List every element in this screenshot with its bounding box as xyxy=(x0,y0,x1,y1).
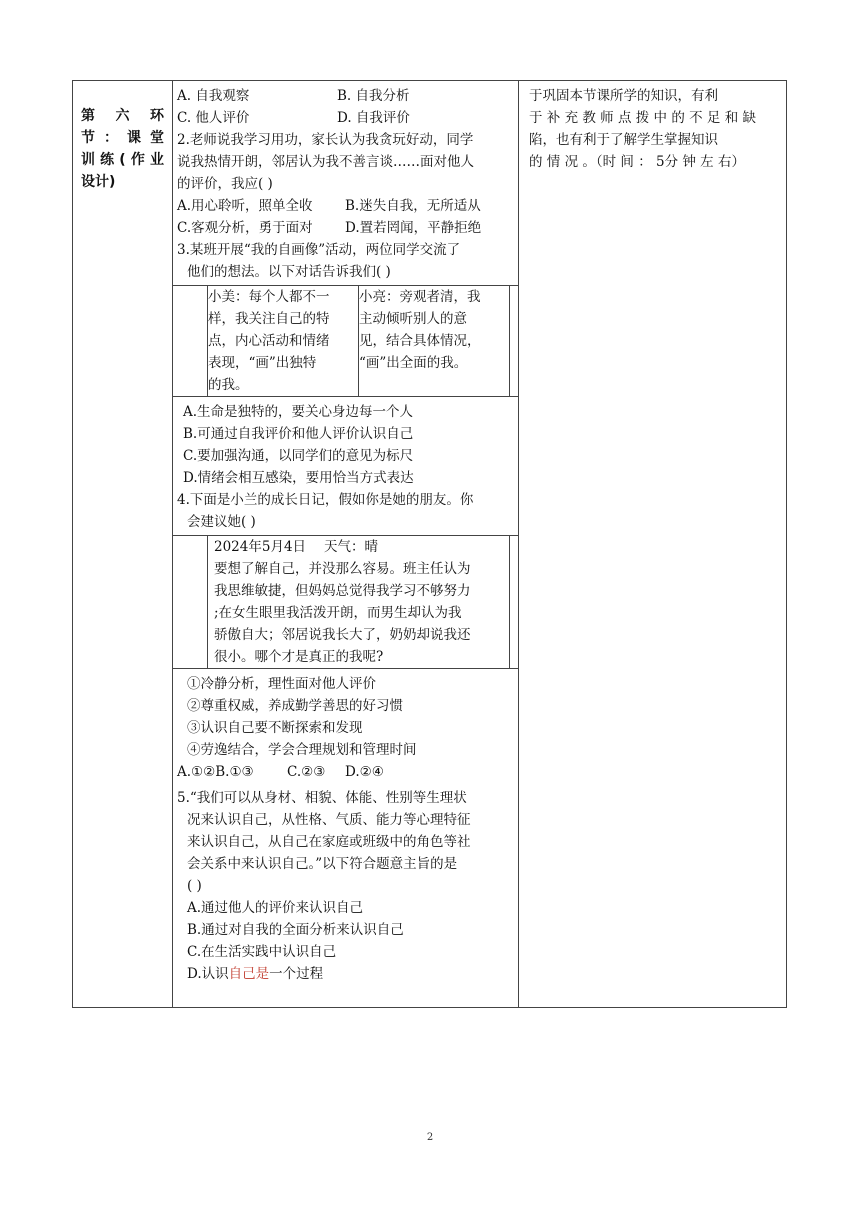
q1-option-b: B. 自我分析 xyxy=(337,88,410,104)
q3-dialogue-endcap xyxy=(510,286,519,397)
section-label-line: 训练(作业 xyxy=(81,152,164,168)
q4-diary-table xyxy=(173,535,518,669)
xiaomei-line: 样，我关注自己的特 xyxy=(208,311,330,327)
q5-option-d-prefix: D.认识 xyxy=(187,966,229,982)
section-label-cell xyxy=(73,81,173,1008)
q3-option: C.要加强沟通，以同学们的意见为标尺 xyxy=(183,448,414,464)
q2-stem-line: 2.老师说我学习用功，家长认为我贪玩好动，同学 xyxy=(177,132,474,148)
q4-item: ①冷静分析，理性面对他人评价 xyxy=(187,676,376,692)
q4-option-ab: A.①②B.①③ xyxy=(177,764,254,780)
design-intent-text xyxy=(519,81,786,173)
question-1-options xyxy=(173,81,518,129)
question-3 xyxy=(173,239,518,283)
page-number: 2 xyxy=(426,1132,434,1143)
q3-option: D.情绪会相互感染，要用恰当方式表达 xyxy=(183,470,414,486)
question-5 xyxy=(173,783,518,985)
design-intent-cell xyxy=(519,81,787,1008)
q5-stem-line: 会关系中来认识自己。”以下符合题意主旨的是 xyxy=(187,856,458,872)
diary-entry xyxy=(208,536,510,669)
exercise-content-cell xyxy=(173,81,519,1008)
q1-option-d: D. 自我评价 xyxy=(337,110,410,126)
question-2 xyxy=(173,129,518,239)
q4-option-d: D.②④ xyxy=(345,764,384,780)
q5-option: C.在生活实践中认识自己 xyxy=(187,944,337,960)
q5-option-d-highlight: 自己是 xyxy=(228,966,270,982)
q3-option: B.可通过自我评价和他人评价认识自己 xyxy=(183,426,414,442)
lesson-table xyxy=(72,80,787,1008)
xiaomei-line: 点，内心活动和情绪 xyxy=(208,333,330,349)
q2-option-c: C.客观分析，勇于面对 xyxy=(177,220,313,236)
q5-stem-line: ( ) xyxy=(187,878,202,894)
q1-option-c: C. 他人评价 xyxy=(177,110,250,126)
diary-line: ;在女生眼里我活泼开朗，而男生却认为我 xyxy=(214,605,462,621)
q3-stem-line: 3.某班开展“我的自画像”活动，两位同学交流了 xyxy=(177,242,461,258)
diary-line: 很小。哪个才是真正的我呢? xyxy=(214,649,384,665)
q3-stem-line: 他们的想法。以下对话告诉我们( ) xyxy=(187,264,391,280)
q4-item: ③认识自己要不断探索和发现 xyxy=(187,720,363,736)
q4-diary-endcap xyxy=(510,536,519,669)
xiaoliang-quote xyxy=(359,286,510,397)
xiaomei-line: 的我。 xyxy=(208,377,249,393)
q1-option-a: A. 自我观察 xyxy=(177,88,250,104)
q5-option: A.通过他人的评价来认识自己 xyxy=(187,900,364,916)
diary-line: 骄傲自大；邻居说我长大了，奶奶却说我还 xyxy=(214,627,471,643)
q3-dialogue-spacer xyxy=(173,286,208,397)
xiaoliang-line: “画”出全面的我。 xyxy=(359,355,468,371)
q2-stem-line: 说我热情开朗，邻居认为我不善言谈……面对他人 xyxy=(177,154,474,170)
section-label xyxy=(73,81,172,193)
diary-line: 要想了解自己，并没那么容易。班主任认为 xyxy=(214,561,471,577)
design-intent-line: 于巩固本节课所学的知识，有利 xyxy=(529,88,718,104)
q3-option: A.生命是独特的，要关心身边每一个人 xyxy=(183,404,414,420)
q5-option-d-suffix: 一个过程 xyxy=(269,966,324,982)
q5-option-d xyxy=(177,963,514,985)
section-label-line: 设计) xyxy=(81,174,116,190)
q5-stem-line: 来认识自己，从自己在家庭或班级中的角色等社 xyxy=(187,834,471,850)
q4-items xyxy=(173,669,518,783)
design-intent-line: 陷，也有利于了解学生掌握知识 xyxy=(529,132,718,148)
xiaoliang-line: 主动倾听别人的意 xyxy=(359,311,467,327)
q4-item: ②尊重权威，养成勤学善思的好习惯 xyxy=(187,698,403,714)
xiaoliang-line: 见，结合具体情况， xyxy=(359,333,481,349)
q2-stem-line: 的评价，我应( ) xyxy=(177,176,273,192)
diary-weather: 天气：晴 xyxy=(324,539,379,555)
q4-diary-spacer xyxy=(173,536,208,669)
q5-stem-line: 5.“我们可以从身材、相貌、体能、性别等生理状 xyxy=(177,790,467,806)
section-label-line: 节：课堂 xyxy=(81,130,164,146)
q4-stem-line: 会建议她( ) xyxy=(187,514,256,530)
q2-option-a: A.用心聆听，照单全收 xyxy=(177,198,313,214)
q2-option-d: D.置若罔闻，平静拒绝 xyxy=(345,220,482,236)
q4-item: ④劳逸结合，学会合理规划和管理时间 xyxy=(187,742,417,758)
q3-options xyxy=(173,397,518,489)
q5-option: B.通过对自我的全面分析来认识自己 xyxy=(187,922,404,938)
xiaomei-line: 小美：每个人都不一 xyxy=(208,289,330,305)
q2-option-b: B.迷失自我，无所适从 xyxy=(345,198,481,214)
design-intent-line: 的 情 况 。（时 间 ： 5分 钟 左 右） xyxy=(529,154,745,170)
xiaomei-quote xyxy=(208,286,359,397)
xiaomei-line: 表现，“画”出独特 xyxy=(208,355,317,371)
q4-option-c: C.②③ xyxy=(287,764,326,780)
q4-stem-line: 4.下面是小兰的成长日记，假如你是她的朋友。你 xyxy=(177,492,474,508)
diary-line: 我思维敏捷，但妈妈总觉得我学习不够努力 xyxy=(214,583,471,599)
q5-stem-line: 况来认识自己，从性格、气质、能力等心理特征 xyxy=(187,812,471,828)
xiaoliang-line: 小亮：旁观者清，我 xyxy=(359,289,481,305)
q3-dialogue-table xyxy=(173,285,518,397)
question-4 xyxy=(173,489,518,533)
section-label-line: 第 六 环 xyxy=(81,108,164,124)
design-intent-line: 于 补 充 教 师 点 拨 中 的 不 足 和 缺 xyxy=(529,110,756,126)
diary-date: 2024年5月4日 xyxy=(214,539,307,555)
